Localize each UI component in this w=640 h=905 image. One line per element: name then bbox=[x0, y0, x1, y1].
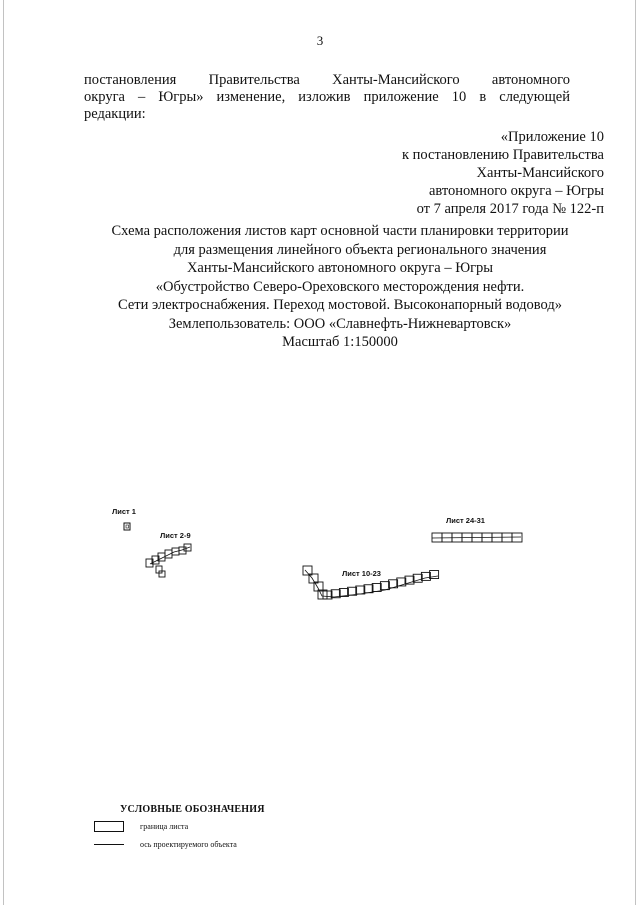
legend-item-object-axis bbox=[90, 837, 340, 851]
legend-line-symbol bbox=[94, 844, 124, 845]
appendix-line-5: от 7 апреля 2017 года № 122-п bbox=[416, 201, 604, 217]
sheet-1-group bbox=[112, 507, 136, 530]
sheets-2-9-axis bbox=[150, 547, 190, 564]
sheets-24-31-group bbox=[432, 516, 522, 542]
title-line-4: «Обустройство Северо-Ореховского месторождения нефти. bbox=[155, 278, 525, 295]
sheet-frame bbox=[356, 586, 365, 594]
appendix-line-1: «Приложение 10 bbox=[500, 129, 604, 145]
sheet-1-inner-mark bbox=[126, 525, 129, 528]
legend-item-sheet-border bbox=[90, 819, 340, 833]
title-line-1: Схема расположения листов карт основной части планировки территории bbox=[111, 223, 569, 239]
sheet-frame bbox=[512, 533, 522, 542]
sheet-frame bbox=[348, 587, 357, 595]
intro-paragraph bbox=[84, 72, 570, 123]
legend bbox=[90, 804, 340, 851]
sheet-1-label: Лист 1 bbox=[112, 507, 136, 516]
intro-line-2: округа – Югры» изменение, изложив приложение 10 в следующей bbox=[84, 89, 570, 105]
appendix-line-4: автономного округа – Югры bbox=[428, 183, 604, 199]
sheet-layout-map bbox=[0, 480, 640, 650]
sheet-frame bbox=[364, 585, 373, 593]
scan-edge-left bbox=[3, 0, 4, 905]
sheet-frame bbox=[323, 591, 332, 599]
intro-line-3: редакции: bbox=[84, 106, 146, 122]
intro-line-1: постановления Правительства Ханты-Мансийского автономного bbox=[84, 72, 570, 88]
sheets-10-23-group bbox=[303, 566, 439, 599]
title-line-3: Ханты-Мансийского автономного округа – Югры bbox=[186, 260, 494, 276]
sheets-24-31-label: Лист 24-31 bbox=[446, 516, 485, 525]
sheets-2-9-group bbox=[146, 531, 191, 577]
scheme-title bbox=[60, 222, 620, 352]
sheet-frame bbox=[165, 550, 172, 558]
title-line-2: для размещения линейного объекта регионального значения bbox=[173, 241, 547, 258]
sheet-frame bbox=[421, 572, 430, 580]
sheet-frame bbox=[432, 533, 442, 542]
sheet-frame bbox=[184, 544, 191, 551]
sheets-10-23-label: Лист 10-23 bbox=[342, 569, 381, 578]
sheet-frame bbox=[380, 582, 389, 590]
legend-label-sheet-border: граница листа bbox=[140, 821, 189, 831]
title-line-7: Масштаб 1:150000 bbox=[282, 334, 398, 350]
sheet-frame bbox=[372, 584, 381, 592]
page-number: 3 bbox=[316, 33, 324, 48]
sheets-2-9-label: Лист 2-9 bbox=[160, 531, 191, 540]
sheets-24-31-axis bbox=[432, 537, 521, 538]
legend-label-object-axis: ось проектируемого объекта bbox=[140, 839, 237, 849]
title-line-6: Землепользователь: ООО «Славнефть-Нижневартовск» bbox=[168, 315, 512, 332]
appendix-line-2: к постановлению Правительства bbox=[402, 147, 604, 163]
appendix-line-3: Ханты-Мансийского bbox=[476, 165, 604, 181]
title-line-5: Сети электроснабжения. Переход мостовой. Высоконапорный водовод» bbox=[118, 297, 562, 313]
legend-title: УСЛОВНЫЕ ОБОЗНАЧЕНИЯ bbox=[120, 804, 265, 815]
appendix-reference bbox=[340, 128, 604, 218]
sheet-1-frame bbox=[124, 523, 130, 530]
legend-rect-symbol bbox=[94, 821, 124, 832]
scan-edge-right bbox=[635, 0, 636, 905]
